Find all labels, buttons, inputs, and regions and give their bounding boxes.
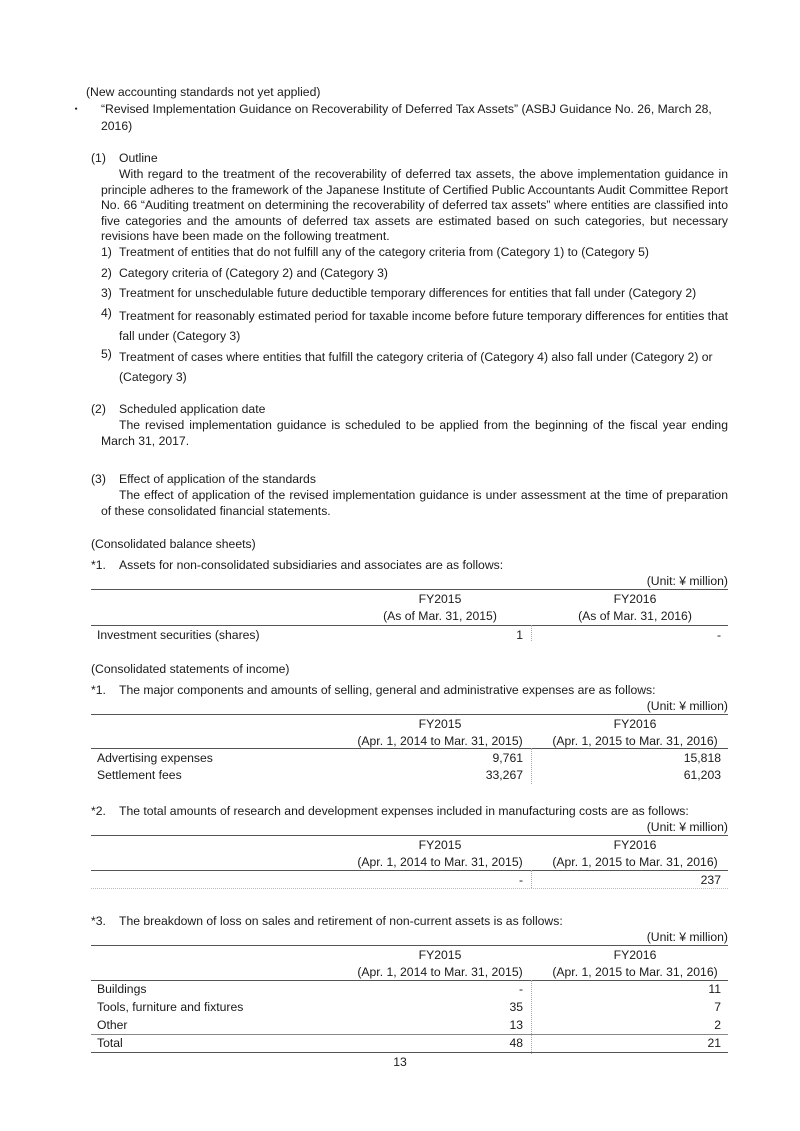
list-item-text: Category criteria of (Category 2) and (Category 3) <box>119 266 388 280</box>
table-row-label: Other <box>97 1018 128 1032</box>
col-header-fy2016: FY2016 <box>613 717 657 731</box>
total-rule <box>91 1034 728 1035</box>
pl-t2-unit: (Unit: ¥ million) <box>646 820 728 834</box>
col-header-fy2015: FY2015 <box>418 948 462 962</box>
table-header-rule <box>91 748 728 749</box>
list-item-text: Treatment for reasonably estimated period for taxable income before future temporary differences for entities that fall under (Category 3) <box>119 309 729 343</box>
col-subheader-fy2016: (As of Mar. 31, 2016) <box>578 609 692 623</box>
table-top-rule <box>91 589 728 590</box>
table-cell-fy2016: 61,203 <box>683 768 721 782</box>
column-divider <box>531 625 532 641</box>
col-subheader-fy2016: (Apr. 1, 2015 to Mar. 31, 2016) <box>552 855 718 869</box>
effect-paragraph: The effect of application of the revised implementation guidance is under assessment at the time of preparation of these consolidated financial statements. <box>101 488 728 518</box>
pl-note1-text: The major components and amounts of selling, general and administrative expenses are as follows: <box>119 683 656 697</box>
table-top-rule <box>91 835 728 836</box>
list-item-number: 3) <box>101 286 112 300</box>
column-divider <box>531 980 532 1054</box>
pl-note1-number: *1. <box>91 683 106 697</box>
table-bottom-rule <box>91 1052 728 1053</box>
table-top-rule <box>91 714 728 715</box>
list-item-text: Treatment of entities that do not fulfill any of the category criteria from (Category 1) to (Category 5) <box>119 245 649 259</box>
page-number: 13 <box>393 1055 407 1069</box>
pl-note3-number: *3. <box>91 914 106 928</box>
table-total-fy2016: 21 <box>707 1036 721 1050</box>
col-header-fy2016: FY2016 <box>613 838 657 852</box>
table-row-label: Advertising expenses <box>97 751 213 765</box>
list-item-text: Treatment of cases where entities that fulfill the category criteria of (Category 4) also fall under (Category 2) or (Category 3) <box>119 350 713 384</box>
schedule-paragraph: The revised implementation guidance is scheduled to be applied from the beginning of the fiscal year ending March 31, 2017. <box>101 418 728 448</box>
guidance-title-line2: 2016) <box>101 119 133 133</box>
list-item-number: 4) <box>101 306 112 320</box>
col-header-fy2016: FY2016 <box>613 948 657 962</box>
table-total-fy2015: 48 <box>509 1036 523 1050</box>
table-cell-fy2015: 33,267 <box>485 768 523 782</box>
table-cell-fy2016: 15,818 <box>683 751 721 765</box>
column-divider <box>531 870 532 888</box>
col-header-fy2015: FY2015 <box>418 717 462 731</box>
outline-number: (1) <box>91 151 106 165</box>
table-bottom-rule <box>91 888 728 889</box>
table-header-rule <box>91 625 728 626</box>
table-header-rule <box>91 870 728 871</box>
col-subheader-fy2016: (Apr. 1, 2015 to Mar. 31, 2016) <box>552 965 718 979</box>
effect-number: (3) <box>91 472 106 486</box>
col-header-fy2015: FY2015 <box>418 838 462 852</box>
bs-note-text: Assets for non-consolidated subsidiaries and associates are as follows: <box>119 558 504 572</box>
pl-note2-number: *2. <box>91 804 106 818</box>
col-subheader-fy2016: (Apr. 1, 2015 to Mar. 31, 2016) <box>552 734 718 748</box>
table-cell-fy2015: 1 <box>516 628 523 642</box>
outline-paragraph: With regard to the treatment of the recoverability of deferred tax assets, the above implementation guidance in principle adheres to the framework of the Japanese Institute of Certified Public Accountants Audit Committee Report No. 66 “Auditing treatment on determining the recoverability of deferred tax assets” where entities are classified into five categories and the amounts of deferred tax assets are estimated based on such categories, but necessary revisions have been made on the following treatment. <box>101 167 728 243</box>
table-cell-fy2016: 7 <box>714 1000 721 1014</box>
col-subheader-fy2015: (Apr. 1, 2014 to Mar. 31, 2015) <box>357 855 523 869</box>
table-row-label: Investment securities (shares) <box>97 628 260 642</box>
pl-note2-text: The total amounts of research and development expenses included in manufacturing costs are as follows: <box>119 804 689 818</box>
table-cell-fy2015: - <box>518 873 523 887</box>
col-subheader-fy2015: (Apr. 1, 2014 to Mar. 31, 2015) <box>357 965 523 979</box>
table-top-rule <box>91 945 728 946</box>
table-row-label: Tools, furniture and fixtures <box>97 1000 244 1014</box>
col-header-fy2016: FY2016 <box>613 592 657 606</box>
guidance-title-line1: “Revised Implementation Guidance on Recoverability of Deferred Tax Assets” (ASBJ Guidance No. 26, March 28, <box>101 102 712 116</box>
list-item-number: 2) <box>101 266 112 280</box>
table-total-label: Total <box>97 1036 123 1050</box>
table-cell-fy2016: 237 <box>700 873 721 887</box>
table-row-label: Settlement fees <box>97 768 182 782</box>
table-cell-fy2015: - <box>518 982 523 996</box>
list-item-number: 5) <box>101 347 112 361</box>
schedule-number: (2) <box>91 402 106 416</box>
bs-section-title: (Consolidated balance sheets) <box>91 537 256 551</box>
table-cell-fy2015: 35 <box>509 1000 523 1014</box>
bs-unit: (Unit: ¥ million) <box>646 574 728 588</box>
table-cell-fy2016: - <box>716 628 721 642</box>
col-subheader-fy2015: (As of Mar. 31, 2015) <box>383 609 497 623</box>
pl-section-title: (Consolidated statements of income) <box>91 662 290 676</box>
table-header-rule <box>91 980 728 981</box>
pl-note3-text: The breakdown of loss on sales and retirement of non-current assets is as follows: <box>119 914 563 928</box>
pl-t3-unit: (Unit: ¥ million) <box>646 930 728 944</box>
schedule-heading: Scheduled application date <box>119 402 266 416</box>
table-cell-fy2016: 11 <box>708 982 721 996</box>
bullet-mark: ・ <box>70 102 83 116</box>
table-cell-fy2015: 9,761 <box>492 751 523 765</box>
table-cell-fy2015: 13 <box>509 1018 523 1032</box>
pl-t1-unit: (Unit: ¥ million) <box>646 699 728 713</box>
list-item-number: 1) <box>101 245 112 259</box>
outline-heading: Outline <box>119 151 158 165</box>
list-item-text: Treatment for unschedulable future deductible temporary differences for entities that fall under (Category 2) <box>119 286 697 300</box>
section-title: (New accounting standards not yet applied) <box>86 85 321 99</box>
table-row-label: Buildings <box>97 982 147 996</box>
effect-heading: Effect of application of the standards <box>119 472 316 486</box>
bs-note-number: *1. <box>91 558 106 572</box>
column-divider <box>531 748 532 784</box>
col-header-fy2015: FY2015 <box>418 592 462 606</box>
col-subheader-fy2015: (Apr. 1, 2014 to Mar. 31, 2015) <box>357 734 523 748</box>
table-cell-fy2016: 2 <box>714 1018 721 1032</box>
